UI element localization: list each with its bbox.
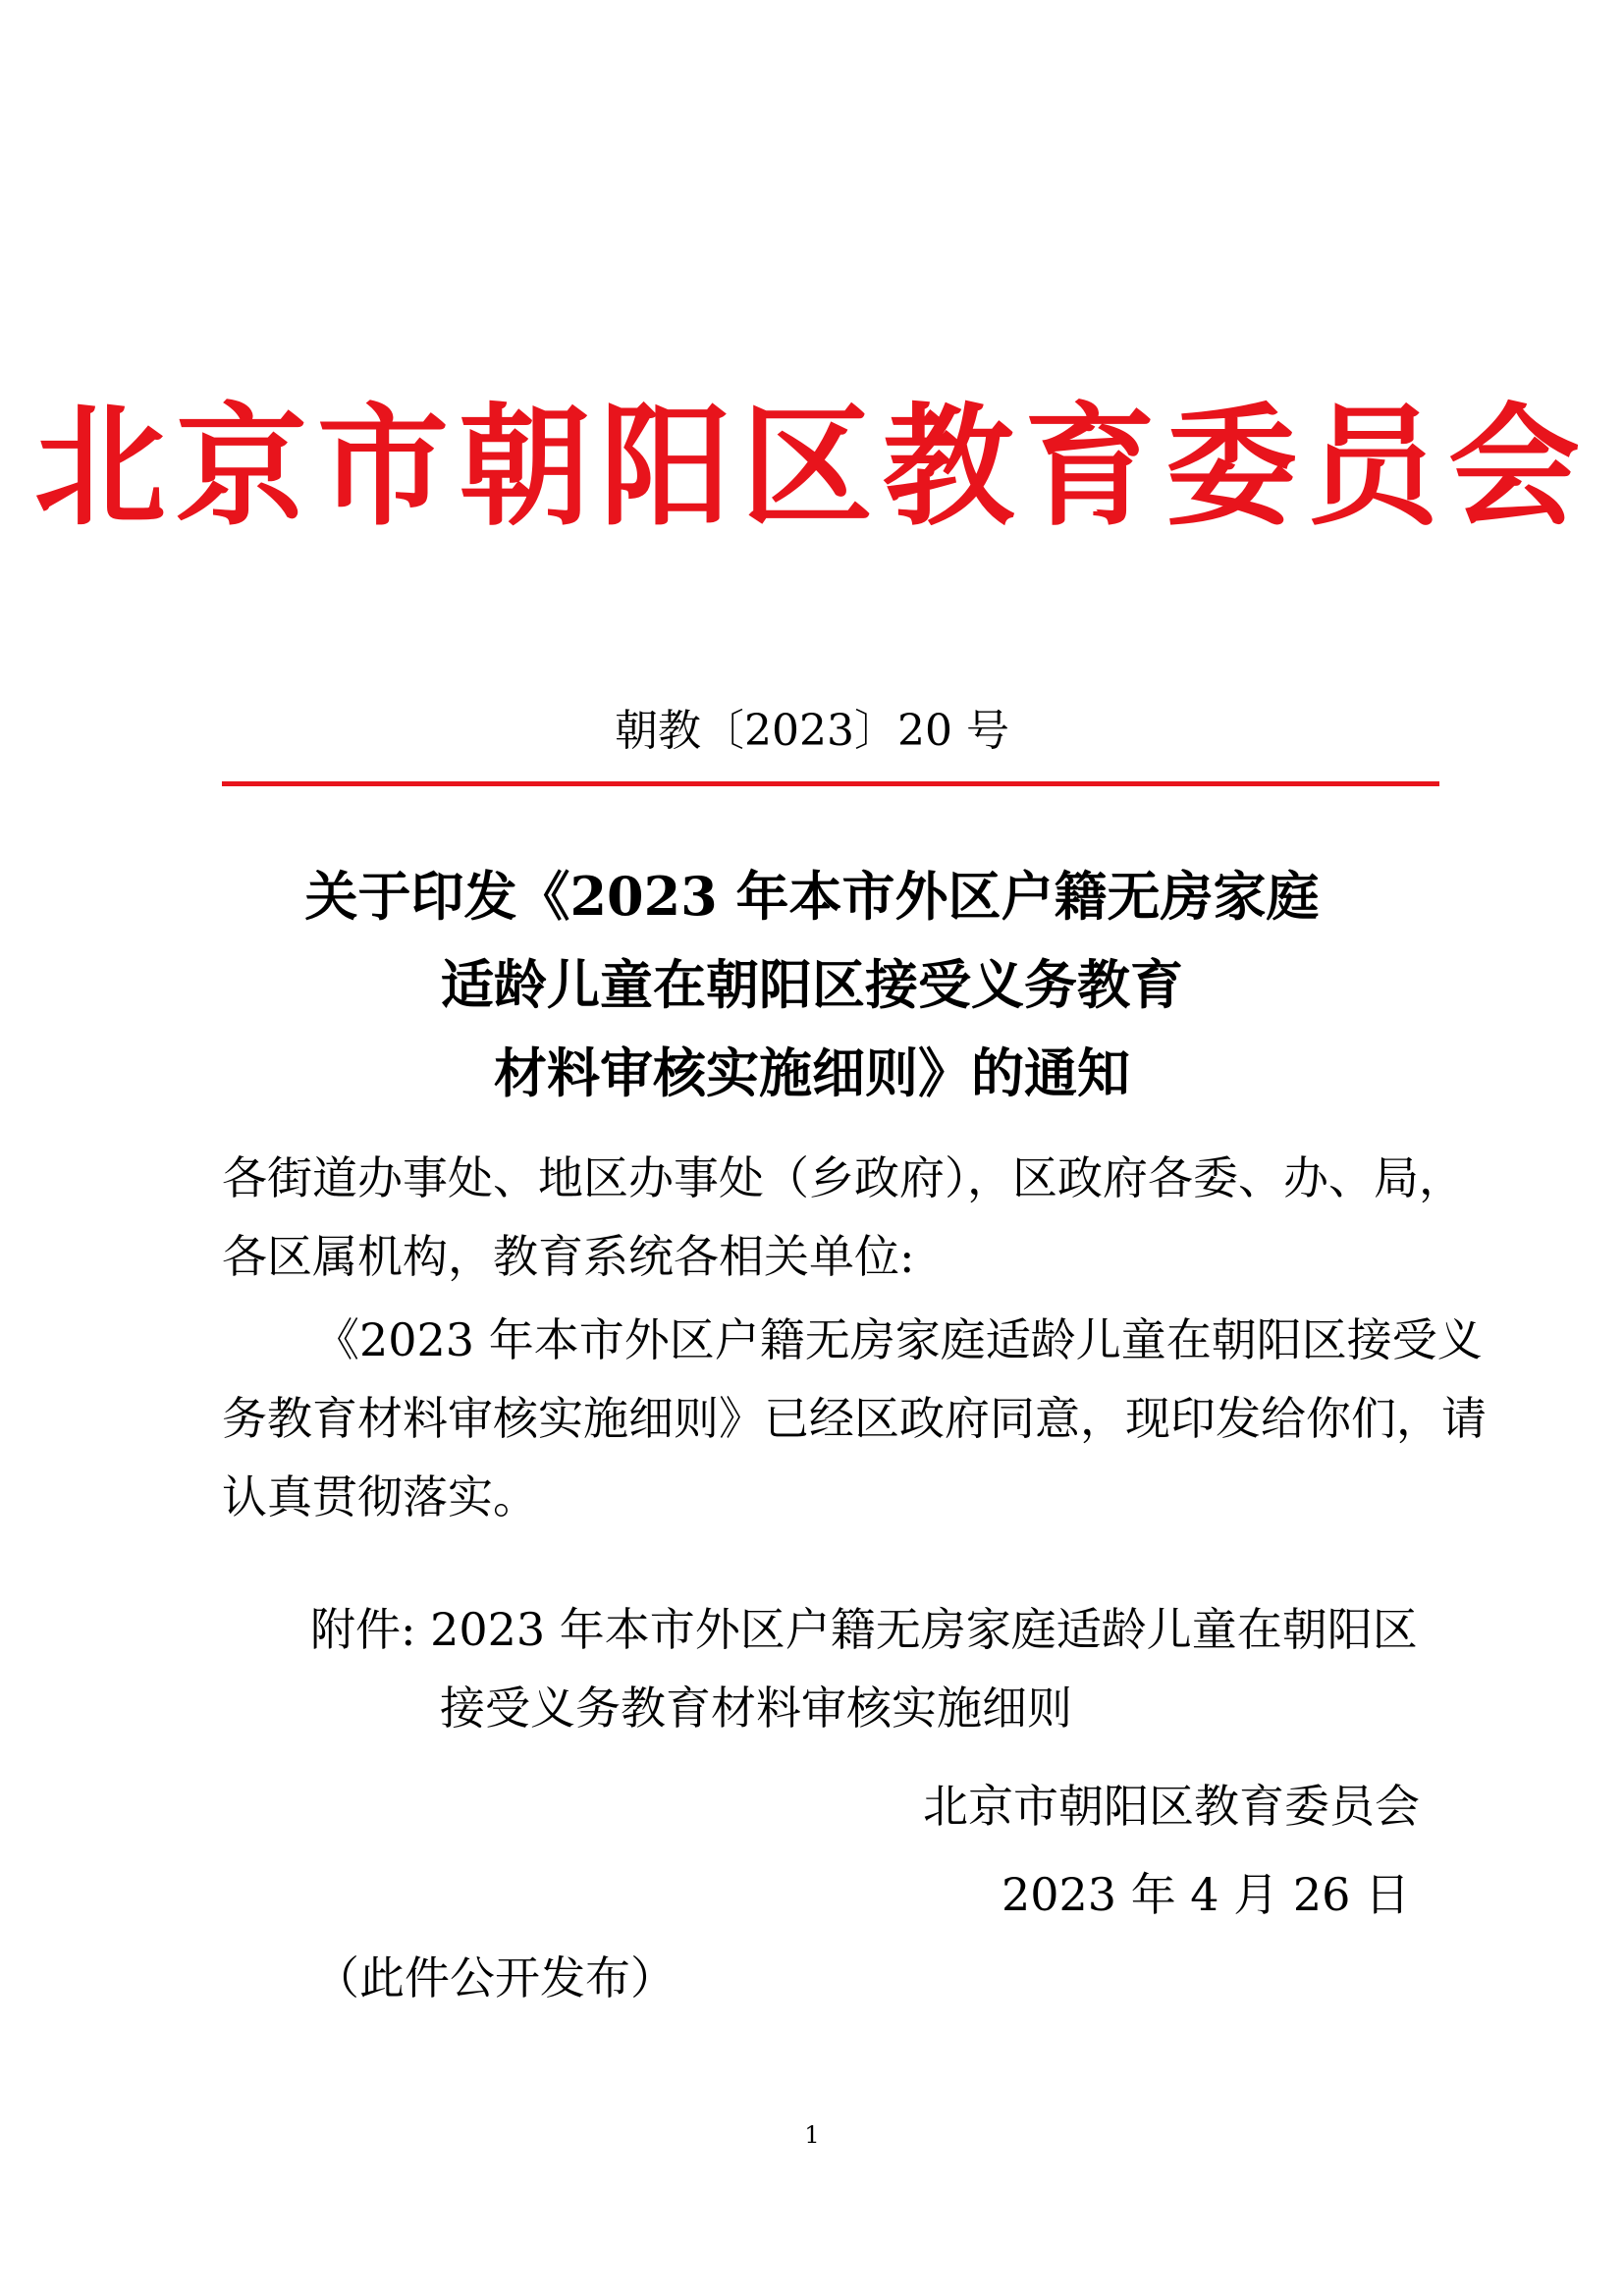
title-line-3: 材料审核实施细则》的通知	[494, 1041, 1130, 1104]
addressee-line-1: 各街道办事处、地区办事处（乡政府），区政府各委、办、局，	[222, 1151, 1464, 1204]
red-divider-rule	[222, 781, 1439, 786]
issuing-organization-header: 北京市朝阳区教育委员会	[33, 389, 1590, 544]
body-paragraph-line-1: 《2023 年本市外区户籍无房家庭适龄儿童在朝阳区接受义	[314, 1313, 1483, 1366]
signature-date: 2023 年 4 月 26 日	[1001, 1868, 1410, 1921]
signature-issuer: 北京市朝阳区教育委员会	[923, 1780, 1420, 1833]
page-number: 1	[804, 2121, 820, 2149]
body-paragraph-line-3: 认真贯彻落实。	[222, 1470, 538, 1523]
notice-title	[0, 852, 1624, 1117]
addressee-line-2: 各区属机构，教育系统各相关单位:	[222, 1230, 915, 1283]
attachment-line-1: 附件: 2023 年本市外区户籍无房家庭适龄儿童在朝阳区	[310, 1603, 1418, 1656]
title-line-2: 适龄儿童在朝阳区接受义务教育	[441, 953, 1183, 1016]
attachment-line-2: 接受义务教育材料审核实施细则	[440, 1682, 1072, 1735]
disclosure-note: （此件公开发布）	[314, 1951, 676, 2004]
body-paragraph-line-2: 务教育材料审核实施细则》已经区政府同意，现印发给你们，请	[222, 1392, 1487, 1445]
document-number: 朝教〔2023〕20 号	[615, 706, 1009, 756]
title-line-1: 关于印发《2023 年本市外区户籍无房家庭	[304, 865, 1320, 928]
